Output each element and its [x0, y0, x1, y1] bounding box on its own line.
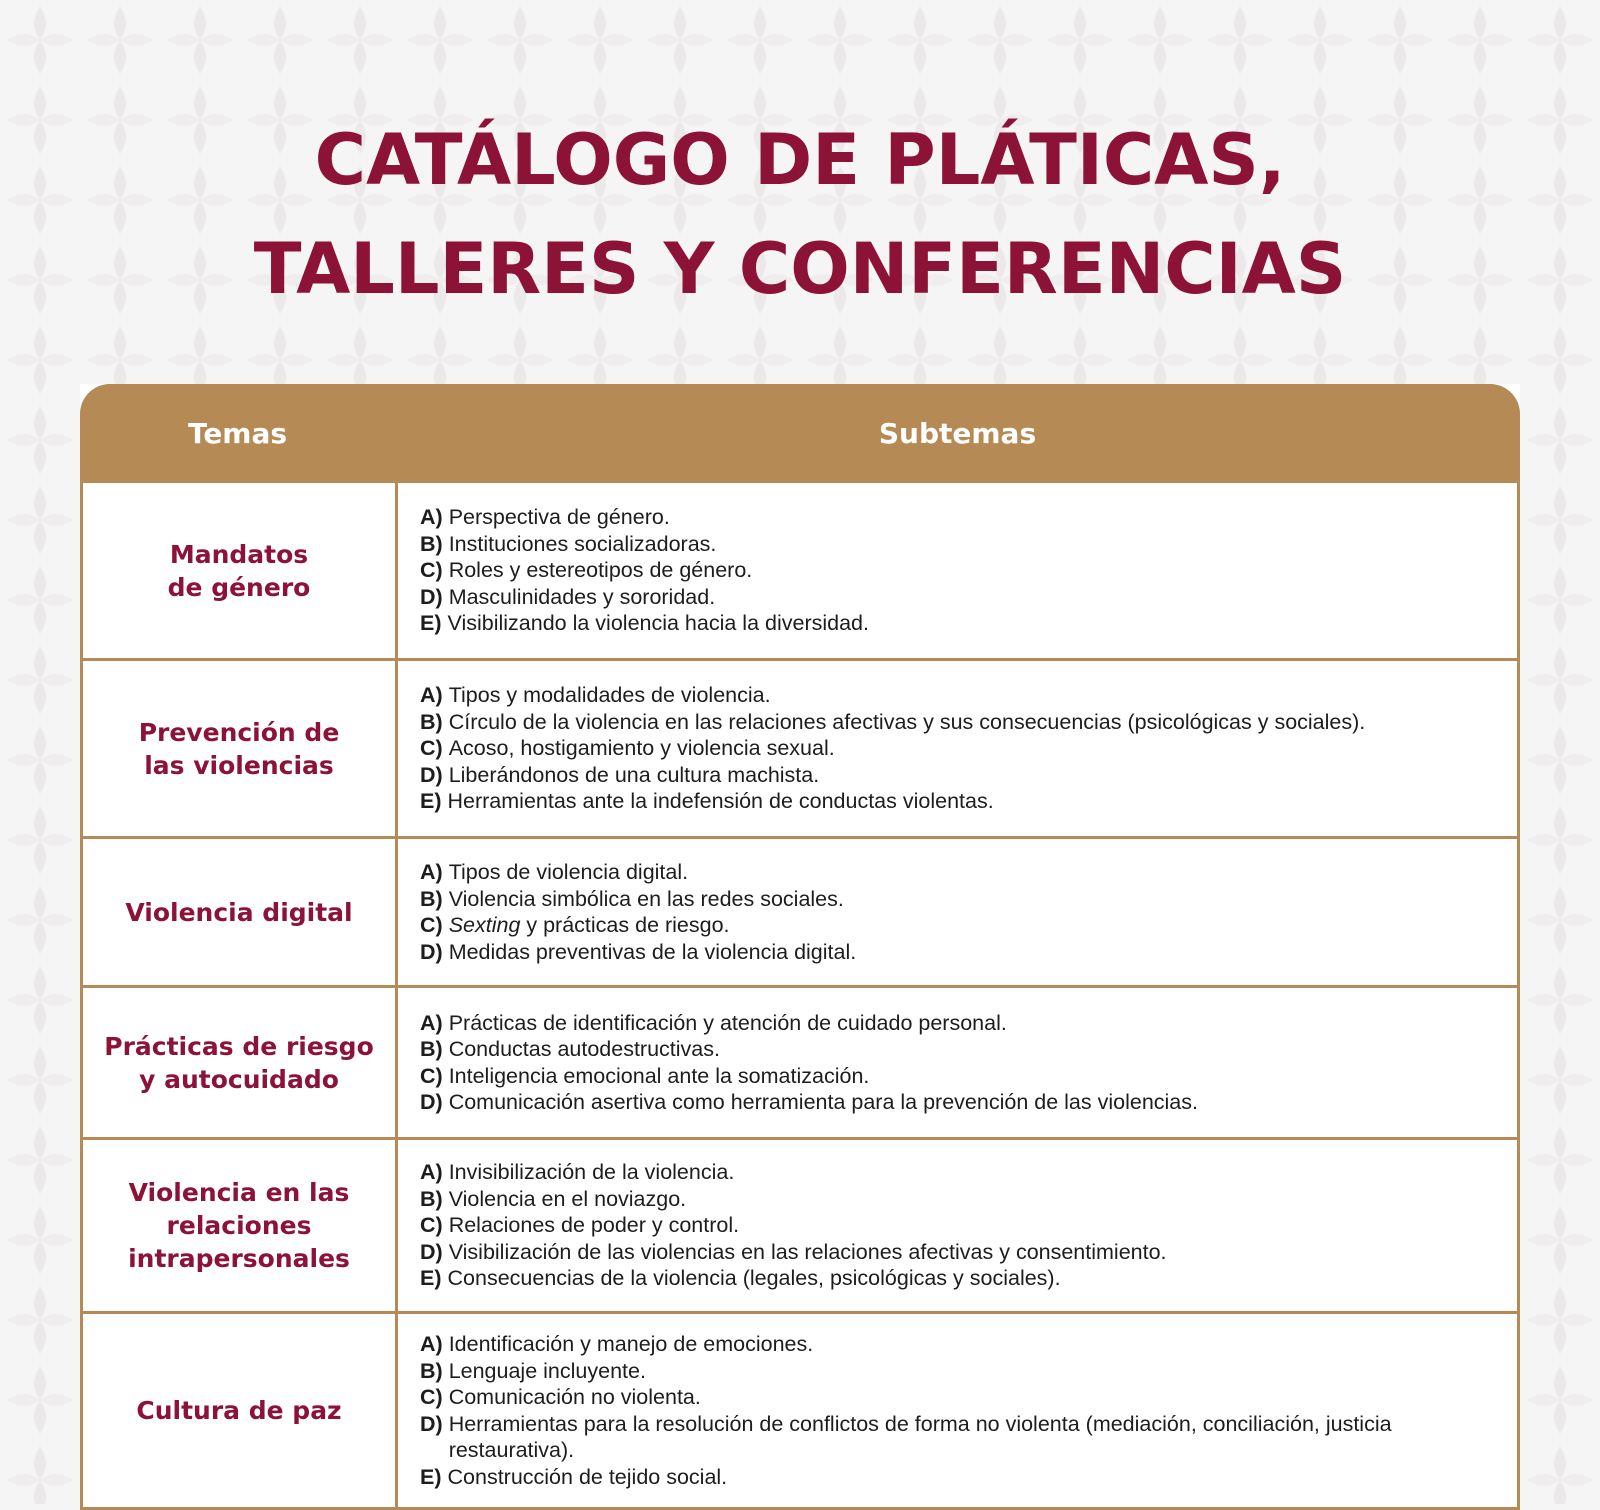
- subtema-letter: E): [420, 789, 442, 814]
- subtemas-cell: [395, 839, 1520, 988]
- subtema-item: [420, 1036, 1507, 1063]
- subtema-text: Violencia simbólica en las redes sociales.: [448, 886, 844, 911]
- subtema-letter: B): [420, 709, 443, 734]
- subtema-item: [420, 1411, 1507, 1464]
- tema-label-line: Prácticas de riesgo: [104, 1031, 374, 1061]
- subtema-text: Medidas preventivas de la violencia digital.: [448, 939, 857, 964]
- subtema-item: [420, 859, 1507, 886]
- subtema-letter: C): [420, 913, 443, 937]
- subtema-text: Masculinidades y sororidad.: [448, 584, 716, 609]
- subtema-text: Prácticas de identificación y atención de cuidado personal.: [448, 1010, 1007, 1035]
- title-line-1: CATÁLOGO DE PLÁTICAS,: [314, 119, 1286, 201]
- subtema-letter: A): [420, 1010, 443, 1035]
- subtemas-cell: [395, 1314, 1520, 1510]
- subtemas-cell: [395, 661, 1520, 839]
- subtema-text: Herramientas ante la indefensión de conductas violentas.: [447, 789, 994, 814]
- subtema-item: [420, 1212, 1507, 1239]
- subtema-item: [420, 939, 1507, 966]
- subtema-item: [420, 1358, 1507, 1385]
- subtema-text: Lenguaje incluyente.: [448, 1358, 646, 1383]
- subtema-item: [420, 682, 1507, 709]
- subtemas-cell: [395, 483, 1520, 661]
- subtema-item: [420, 1159, 1507, 1186]
- subtema-item: [420, 504, 1507, 531]
- table-row: [80, 988, 1520, 1140]
- subtema-letter: C): [420, 1213, 443, 1238]
- subtema-text: Consecuencias de la violencia (legales, psicológicas y sociales).: [447, 1266, 1061, 1291]
- subtema-text: Construcción de tejido social.: [447, 1464, 728, 1489]
- subtema-text: Comunicación no violenta.: [448, 1385, 701, 1409]
- subtema-item: [420, 1063, 1507, 1090]
- table-row: [80, 483, 1520, 661]
- subtema-letter: E): [420, 611, 442, 636]
- table-row: [80, 839, 1520, 988]
- subtema-letter: B): [420, 886, 443, 911]
- header-subtemas: Subtemas: [395, 384, 1520, 483]
- table-row: [80, 1314, 1520, 1510]
- title-line-2: TALLERES Y CONFERENCIAS: [253, 228, 1347, 310]
- tema-label-line: las violencias: [144, 750, 334, 780]
- subtema-text: Herramientas para la resolución de conflictos de forma no violenta (mediación, conciliación, justicia restaurativa).: [448, 1411, 1392, 1462]
- tema-label-line: Prevención de: [138, 717, 340, 747]
- subtema-text: [449, 912, 730, 939]
- subtema-letter: A): [420, 683, 443, 708]
- catalog-table: [80, 384, 1520, 1510]
- subtema-text: Visibilización de las violencias en las relaciones afectivas y consentimiento.: [448, 1239, 1167, 1264]
- subtema-text: Perspectiva de género.: [448, 505, 670, 530]
- tema-label-line: Violencia digital: [125, 897, 353, 927]
- subtema-text: Tipos de violencia digital.: [448, 860, 689, 884]
- subtema-letter: D): [420, 939, 443, 964]
- subtema-letter: E): [420, 1464, 442, 1489]
- subtema-item: [420, 1239, 1507, 1266]
- tema-label-line: Mandatos: [169, 539, 309, 569]
- tema-label-line: y autocuidado: [139, 1064, 339, 1094]
- subtema-item: [420, 1384, 1507, 1411]
- subtema-item: [420, 584, 1507, 611]
- subtema-text: Tipos y modalidades de violencia.: [448, 683, 771, 708]
- table-row: [80, 661, 1520, 839]
- tema-label-line: Cultura de paz: [136, 1396, 342, 1425]
- subtema-letter: C): [420, 1385, 443, 1409]
- tema-label-line: intrapersonales: [128, 1244, 350, 1273]
- subtema-letter: D): [420, 584, 443, 609]
- subtema-text: Inteligencia emocional ante la somatización.: [448, 1063, 870, 1088]
- header-temas: Temas: [80, 384, 395, 483]
- subtema-text-rest: y prácticas de riesgo.: [520, 913, 730, 937]
- subtema-text: Conductas autodestructivas.: [448, 1037, 720, 1061]
- tema-cell: [80, 661, 395, 839]
- subtema-item: [420, 1331, 1507, 1358]
- subtema-letter: C): [420, 1063, 443, 1088]
- subtema-italic-term: Sexting: [448, 913, 521, 937]
- tema-cell: [80, 1140, 395, 1314]
- subtema-letter: C): [420, 736, 443, 761]
- tema-cell: [80, 839, 395, 988]
- subtema-text: Acoso, hostigamiento y violencia sexual.: [448, 736, 835, 761]
- subtema-text: Círculo de la violencia en las relaciones afectivas y sus consecuencias (psicológicas y sociales).: [448, 709, 1366, 734]
- subtema-text: Violencia en el noviazgo.: [448, 1186, 687, 1211]
- subtema-letter: A): [420, 1332, 443, 1356]
- catalog-table-container: [80, 384, 1520, 1510]
- table-body: [80, 483, 1520, 1510]
- subtema-item: [420, 912, 1507, 939]
- subtema-item: [420, 886, 1507, 913]
- subtema-letter: D): [420, 1411, 443, 1436]
- subtemas-cell: [395, 988, 1520, 1140]
- table-row: [80, 1140, 1520, 1314]
- subtema-text: Visibilizando la violencia hacia la diversidad.: [447, 611, 869, 636]
- subtema-letter: D): [420, 762, 443, 787]
- subtema-item: [420, 610, 1507, 637]
- tema-label-line: de género: [167, 572, 311, 602]
- subtema-letter: C): [420, 558, 443, 583]
- subtema-item: [420, 557, 1507, 584]
- subtema-item: [420, 1186, 1507, 1213]
- subtema-item: [420, 1089, 1507, 1116]
- subtema-letter: A): [420, 505, 443, 530]
- subtema-letter: E): [420, 1266, 442, 1291]
- subtema-text: Relaciones de poder y control.: [448, 1213, 740, 1238]
- subtema-text: Roles y estereotipos de género.: [448, 558, 753, 583]
- subtema-letter: D): [420, 1090, 443, 1114]
- tema-cell: [80, 483, 395, 661]
- subtema-letter: A): [420, 860, 443, 884]
- subtema-text: Invisibilización de la violencia.: [448, 1160, 735, 1185]
- subtema-item: [420, 531, 1507, 558]
- subtema-letter: B): [420, 1037, 443, 1061]
- subtema-letter: B): [420, 531, 443, 556]
- subtema-item: [420, 735, 1507, 762]
- subtemas-cell: [395, 1140, 1520, 1314]
- subtema-text: Liberándonos de una cultura machista.: [448, 762, 820, 787]
- tema-label-line: Violencia en las: [128, 1178, 350, 1207]
- subtema-item: [420, 1265, 1507, 1292]
- table-header-row: [80, 384, 1520, 483]
- subtema-text: Comunicación asertiva como herramienta para la prevención de las violencias.: [448, 1090, 1198, 1114]
- subtema-letter: B): [420, 1358, 443, 1383]
- subtema-item: [420, 1010, 1507, 1037]
- subtema-text: Instituciones socializadoras.: [448, 531, 717, 556]
- subtema-letter: D): [420, 1239, 443, 1264]
- subtema-text: Identificación y manejo de emociones.: [448, 1332, 814, 1356]
- subtema-letter: A): [420, 1160, 443, 1185]
- subtema-item: [420, 762, 1507, 789]
- tema-cell: [80, 1314, 395, 1510]
- tema-cell: [80, 988, 395, 1140]
- subtema-item: [420, 788, 1507, 815]
- subtema-letter: B): [420, 1186, 443, 1211]
- subtema-item: [420, 1464, 1507, 1491]
- tema-label-line: relaciones: [166, 1211, 312, 1240]
- page-title: [0, 106, 1600, 324]
- subtema-item: [420, 709, 1507, 736]
